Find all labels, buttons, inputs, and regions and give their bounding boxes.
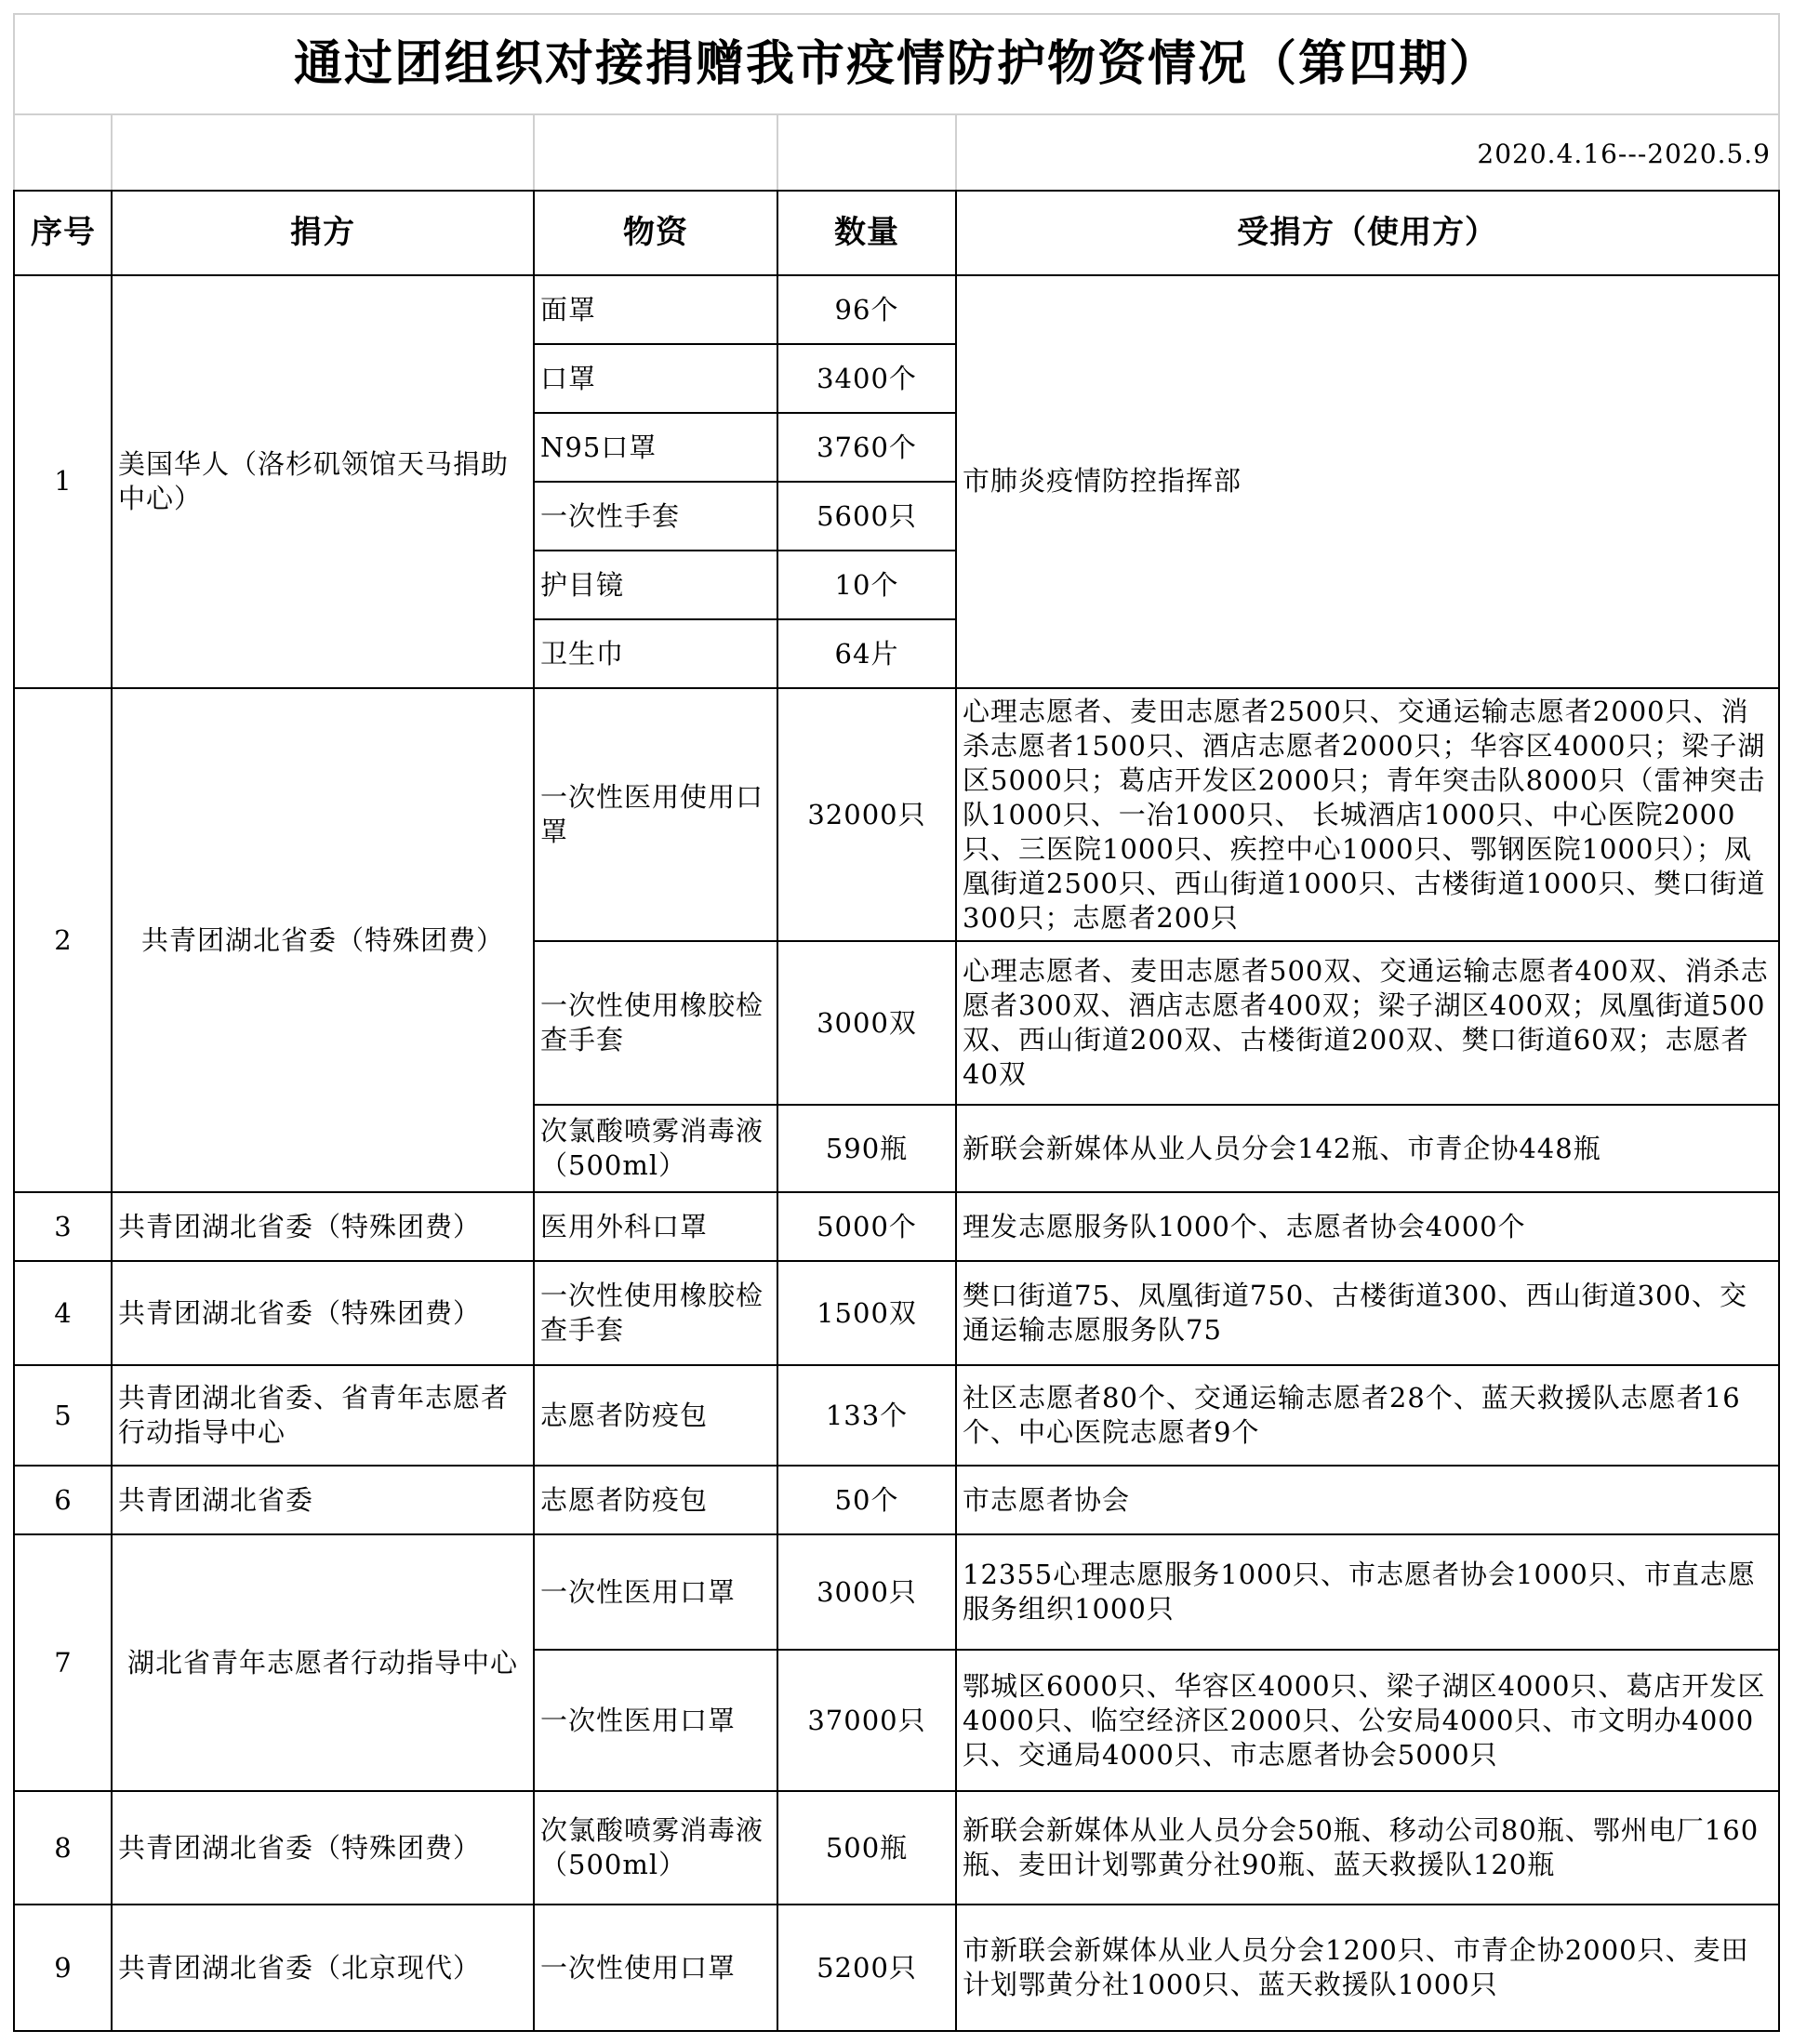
table-border: [13, 687, 1780, 689]
qty-cell: 64片: [834, 637, 899, 670]
recipient-text: 心理志愿者、麦田志愿者2500只、交通运输志愿者2000只、消杀志愿者1500只、酒店志愿者2000只；华容区4000只；梁子湖区5000只；葛店开发区2000只；青年突击队8000只（雷神突击队1000只、一冶1000只、 长城酒店1000只、中心医院2000只、三医院1000只、疾控中心1000只、鄂钢医院1000只）；凤凰街道2500只、西山街道1000只、古楼街道1000只、樊口街道300只；志愿者200只: [963, 695, 1766, 934]
header-no: 序号: [31, 213, 96, 251]
grid-line: [13, 13, 1780, 15]
item-cell: 医用外科口罩: [540, 1210, 709, 1242]
recipient-text: 新联会新媒体从业人员分会50瓶、移动公司80瓶、鄂州电厂160瓶、麦田计划鄂黄分社90瓶、蓝天救援队120瓶: [963, 1814, 1760, 1880]
recipient-cell: 理发志愿服务队1000个、志愿者协会4000个: [963, 1210, 1526, 1242]
item-cell: 志愿者防疫包: [540, 1483, 709, 1516]
item-cell: 面罩: [540, 293, 597, 325]
donor-text: 共青团湖北省委、省青年志愿者行动指导中心: [118, 1382, 510, 1448]
donor-cell: 共青团湖北省委（特殊团费）: [118, 1831, 482, 1864]
item-text: 次氯酸喷雾消毒液（500ml）: [540, 1814, 764, 1880]
table-border: [955, 190, 957, 2032]
recipient-cell: [956, 941, 1778, 1105]
table-border: [13, 2030, 1780, 2032]
grid-line: [955, 115, 957, 192]
header-donor: 捐方: [290, 213, 355, 251]
recipient-cell: [956, 275, 1778, 687]
item-cell: 志愿者防疫包: [540, 1399, 709, 1431]
qty-cell: 3400个: [817, 362, 917, 394]
qty-cell: 590瓶: [825, 1132, 909, 1164]
table-border: [13, 1533, 1780, 1535]
recipient-text: 社区志愿者80个、交通运输志愿者28个、蓝天救援队志愿者16个、中心医院志愿者9个: [963, 1382, 1741, 1448]
item-cell: [534, 1105, 777, 1192]
recipient-text: 樊口街道75、凤凰街道750、古楼街道300、西山街道300、交通运输志愿服务队75: [963, 1280, 1747, 1346]
header-qty: 数量: [834, 213, 899, 251]
date-range: 2020.4.16---2020.5.9: [1477, 138, 1771, 169]
item-cell: [534, 1261, 777, 1365]
table-border: [534, 481, 956, 483]
table-border: [533, 190, 535, 2032]
row-number: 6: [54, 1483, 73, 1516]
donor-cell: [112, 275, 534, 687]
table-border: [13, 1904, 1780, 1905]
table-border: [13, 1191, 1780, 1193]
item-cell: 一次性手套: [540, 499, 681, 532]
recipient-text: 12355心理志愿服务1000只、市志愿者协会1000只、市直志愿服务组织1000只: [963, 1559, 1756, 1625]
qty-cell: 3000双: [817, 1006, 917, 1039]
item-cell: 一次性使用口罩: [540, 1951, 737, 1984]
table-border: [534, 618, 956, 620]
table-border: [534, 940, 1780, 942]
donor-cell: 共青团湖北省委（特殊团费）: [140, 923, 504, 956]
item-cell: [534, 688, 777, 941]
recipient-text: 鄂城区6000只、华容区4000只、梁子湖区4000只、葛店开发区4000只、临空经济区2000只、公安局4000只、市文明办4000只、交通局4000只、市志愿者协会5000只: [963, 1669, 1766, 1771]
recipient-text: 心理志愿者、麦田志愿者500双、交通运输志愿者400双、消杀志愿者300双、酒店志愿者400双；梁子湖区400双；凤凰街道500双、西山街道200双、古楼街道200双、樊口街道60双；志愿者40双: [963, 955, 1769, 1090]
recipient-cell: [956, 1650, 1778, 1791]
row-number: 3: [54, 1210, 73, 1242]
item-text: 一次性使用橡胶检查手套: [540, 1280, 764, 1346]
item-cell: 卫生巾: [540, 637, 625, 670]
donor-cell: [112, 1534, 534, 1791]
grid-line: [1778, 13, 1780, 192]
recipient-cell: [956, 1534, 1778, 1650]
table-border: [111, 190, 113, 2032]
qty-cell: 50个: [834, 1483, 899, 1516]
item-cell: 护目镜: [540, 568, 625, 601]
qty-cell: 37000只: [807, 1704, 926, 1736]
recipient-text: 市肺炎疫情防控指挥部: [963, 465, 1242, 497]
item-text: 一次性医用使用口罩: [540, 781, 764, 847]
recipient-text: 新联会新媒体从业人员分会142瓶、市青企协448瓶: [963, 1132, 1601, 1164]
table-border: [534, 550, 956, 551]
qty-cell: 3000只: [817, 1575, 917, 1608]
donor-cell: 共青团湖北省委（特殊团费）: [118, 1210, 482, 1242]
row-number: 9: [54, 1951, 73, 1984]
table-border: [777, 190, 778, 2032]
row-number: 4: [54, 1296, 73, 1329]
table-border: [13, 1465, 1780, 1467]
item-cell: [534, 941, 777, 1105]
qty-cell: 96个: [834, 293, 899, 325]
table-border: [13, 190, 15, 2032]
qty-cell: 5200只: [817, 1951, 917, 1984]
recipient-cell: [956, 688, 1778, 941]
header-item: 物资: [623, 213, 688, 251]
qty-cell: 133个: [825, 1399, 909, 1431]
qty-cell: 1500双: [817, 1296, 917, 1329]
row-number: 8: [54, 1831, 73, 1864]
item-cell: [534, 1791, 777, 1905]
table-border: [1778, 190, 1780, 2032]
donor-cell: [112, 1365, 534, 1466]
item-cell: N95口罩: [540, 431, 657, 463]
recipient-cell: [956, 1365, 1778, 1466]
page-title: 通过团组织对接捐赠我市疫情防护物资情况（第四期）: [293, 35, 1499, 92]
table-border: [13, 1790, 1780, 1792]
recipient-text: 市新联会新媒体从业人员分会1200只、市青企协2000只、麦田计划鄂黄分社1000只、蓝天救援队1000只: [963, 1934, 1749, 2000]
item-cell: 口罩: [540, 362, 597, 394]
row-number: 2: [54, 923, 73, 956]
recipient-cell: [956, 1105, 1778, 1192]
donor-text: 湖北省青年志愿者行动指导中心: [126, 1646, 518, 1679]
table-border: [13, 274, 1780, 276]
grid-line: [13, 113, 1780, 115]
qty-cell: 5600只: [817, 499, 917, 532]
table-border: [13, 1364, 1780, 1366]
table-border: [534, 1649, 1780, 1651]
item-cell: 一次性医用口罩: [540, 1704, 737, 1736]
table-border: [534, 1104, 1780, 1106]
qty-cell: 3760个: [817, 431, 917, 463]
table-border: [534, 412, 956, 414]
table-border: [534, 343, 956, 345]
grid-line: [533, 115, 535, 192]
recipient-cell: [956, 1905, 1778, 2031]
donor-cell: 共青团湖北省委: [118, 1483, 314, 1516]
qty-cell: 5000个: [817, 1210, 917, 1242]
donor-cell: 共青团湖北省委（北京现代）: [118, 1951, 482, 1984]
item-text: 一次性使用橡胶检查手套: [540, 989, 764, 1055]
header-recipient: 受捐方（使用方）: [1237, 213, 1497, 251]
recipient-cell: [956, 1791, 1778, 1905]
grid-line: [13, 13, 15, 192]
row-number: 7: [54, 1646, 73, 1679]
donor-text: 美国华人（洛杉矶领馆天马捐助中心）: [118, 447, 510, 514]
qty-cell: 500瓶: [825, 1831, 909, 1864]
item-cell: 一次性医用口罩: [540, 1575, 737, 1608]
donor-cell: 共青团湖北省委（特殊团费）: [118, 1296, 482, 1329]
recipient-cell: 市志愿者协会: [963, 1483, 1131, 1516]
row-number: 5: [54, 1399, 73, 1431]
item-text: 次氯酸喷雾消毒液（500ml）: [540, 1115, 764, 1181]
grid-line: [777, 115, 778, 192]
recipient-cell: [956, 1261, 1778, 1365]
qty-cell: 32000只: [807, 798, 926, 830]
grid-line: [111, 115, 113, 192]
qty-cell: 10个: [834, 568, 899, 601]
table-border: [13, 190, 1780, 192]
row-number: 1: [54, 465, 73, 497]
table-border: [13, 1260, 1780, 1262]
